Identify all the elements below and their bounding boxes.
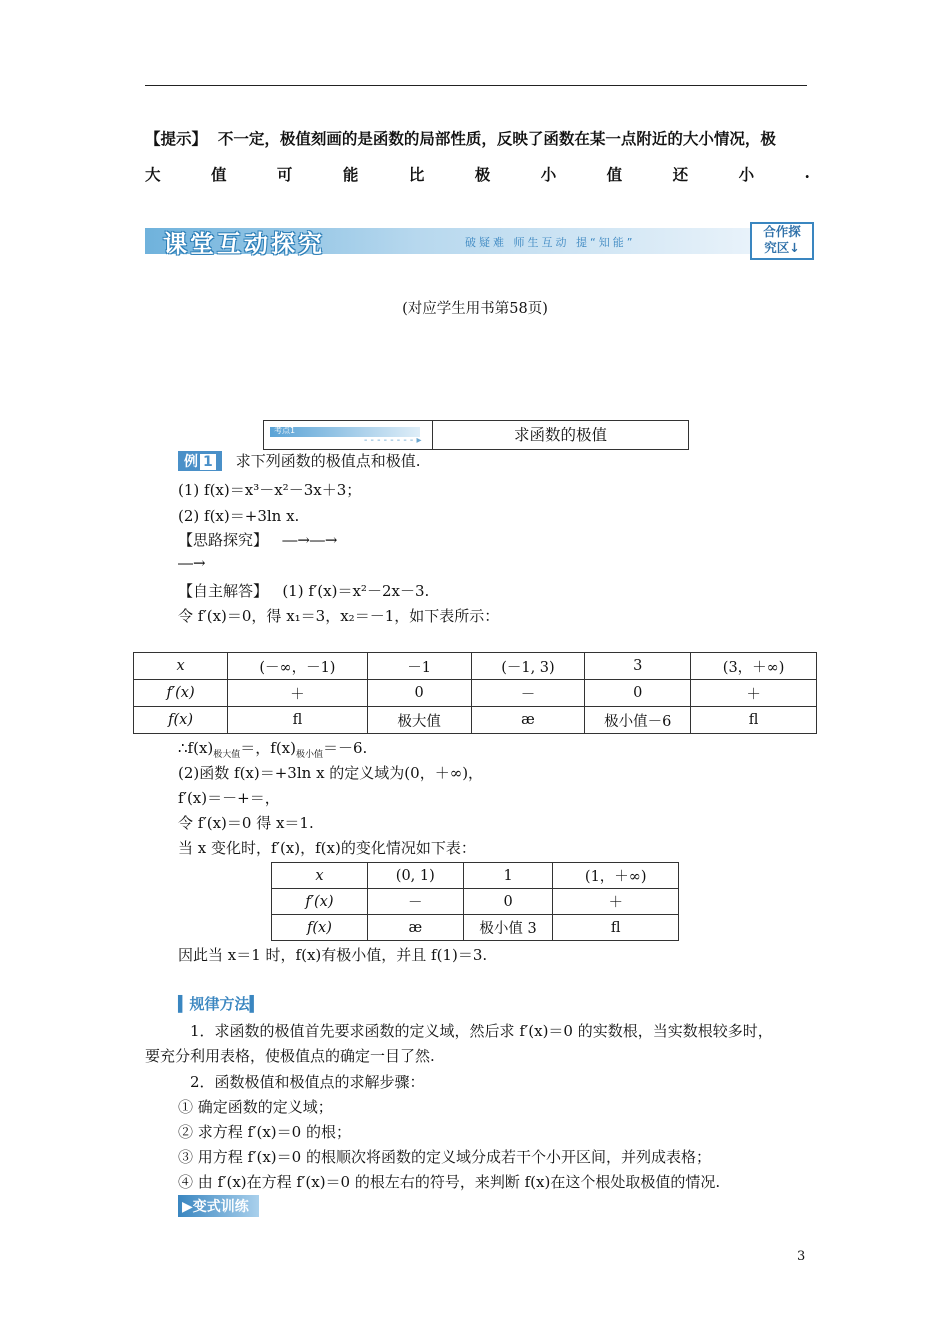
table-row	[272, 915, 679, 941]
idea-arrows: ―→―→	[282, 531, 338, 549]
table-cell: (－∞，－1)	[228, 653, 368, 680]
question-2: (2) f(x)＝+3ln x.	[178, 507, 300, 525]
table-cell: ﬂ	[228, 707, 368, 734]
banner-box-line2: 究区↓	[764, 240, 800, 255]
method-step4: ④ 由 f′(x)在方程 f′(x)＝0 的根左右的符号，来判断 f(x)在这个根处取极值的情况.	[178, 1173, 721, 1191]
topic-tag: 考点1	[274, 426, 296, 435]
arrow-icon: - - - - - - - - ▸	[364, 435, 422, 446]
part2-line3: 令 f′(x)＝0 得 x＝1.	[178, 814, 314, 832]
tip-label: 【提示】	[145, 129, 208, 148]
tip-line2-char: 小	[738, 165, 755, 184]
table-cell: f′(x)	[134, 680, 228, 707]
banner-box-line1: 合作探	[763, 224, 801, 239]
topic-tag-cell	[264, 421, 433, 449]
method-step1: ① 确定函数的定义域；	[178, 1098, 333, 1116]
sign-table-2	[271, 862, 679, 941]
table-cell: (1，＋∞)	[553, 863, 679, 889]
tip-line2-char: 比	[408, 165, 425, 184]
banner-subtitle: 破疑难 师生互动 提“知能”	[465, 236, 636, 249]
table-row	[134, 653, 817, 680]
table-cell: 极小值－6	[585, 707, 691, 734]
banner-title: 课堂互动探究	[163, 230, 325, 258]
tip-line2-char: 值	[210, 165, 227, 184]
table-cell: －	[471, 680, 585, 707]
variant-training-tag: ▶变式训练	[178, 1195, 259, 1217]
table-cell: 0	[585, 680, 691, 707]
table-cell: f(x)	[134, 707, 228, 734]
conclusion-1: $\therefore f(x)_{极大值}=$，$f(x)_{极小值}=-6$.	[178, 739, 368, 760]
tip-line2-char: 值	[606, 165, 623, 184]
tip-paragraph	[145, 128, 810, 150]
table-cell: －1	[367, 653, 471, 680]
table-cell: ＋	[691, 680, 817, 707]
example-prompt: 求下列函数的极值点和极值.	[235, 452, 421, 470]
topic-header	[263, 420, 689, 450]
method-step3: ③ 用方程 f′(x)＝0 的根顺次将函数的定义域分成若干个小开区间，并列成表格；	[178, 1148, 711, 1166]
tip-line2-char: 可	[276, 165, 293, 184]
table-cell: ﬂ	[691, 707, 817, 734]
table-cell: －	[367, 889, 463, 915]
tip-line2-char: .	[804, 163, 810, 182]
table-cell: 0	[367, 680, 471, 707]
solve-line2: 令 f′(x)＝0，得 x₁＝3，x₂＝－1，如下表所示：	[178, 607, 500, 625]
header-rule	[145, 85, 807, 86]
tip-line2-char: 极	[474, 165, 491, 184]
example-prompt-line	[178, 450, 421, 471]
table-cell: x	[272, 863, 368, 889]
table-cell: (0, 1)	[367, 863, 463, 889]
table-row	[134, 707, 817, 734]
table-cell: 3	[585, 653, 691, 680]
table-row	[134, 680, 817, 707]
method-p2: 2．函数极值和极值点的求解步骤：	[190, 1073, 425, 1091]
table-cell: 极大值	[367, 707, 471, 734]
table-cell: æ	[367, 915, 463, 941]
tip-line2-char: 小	[540, 165, 557, 184]
table-row	[272, 863, 679, 889]
solve-line: 【自主解答】 (1) f′(x)＝x²－2x－3.	[178, 582, 430, 600]
table-cell: f(x)	[272, 915, 368, 941]
method-p1b: 要充分利用表格，使极值点的确定一目了然.	[145, 1047, 435, 1065]
question-1: (1) f(x)＝x³－x²－3x＋3；	[178, 481, 362, 499]
page-number: 3	[797, 1249, 806, 1264]
section-banner	[145, 222, 813, 258]
method-step2: ② 求方程 f′(x)＝0 的根；	[178, 1123, 351, 1141]
method-p1a: 1．求函数的极值首先要求函数的定义域，然后求 f′(x)＝0 的实数根，当实数根较多时，	[190, 1022, 773, 1040]
table-cell: ﬂ	[553, 915, 679, 941]
table-cell: æ	[471, 707, 585, 734]
topic-title: 求函数的极值	[513, 426, 607, 444]
table-cell: x	[134, 653, 228, 680]
table-cell: 0	[463, 889, 553, 915]
part2-line2: f′(x)＝－+＝，	[178, 789, 280, 807]
table-cell: 1	[463, 863, 553, 889]
part2-line4: 当 x 变化时，f′(x)，f(x)的变化情况如下表：	[178, 839, 476, 857]
tip-text: 不一定，极值刻画的是函数的局部性质，反映了函数在某一点附近的大小情况，极	[217, 129, 776, 148]
solve-label: 【自主解答】	[178, 582, 269, 600]
table-row	[272, 889, 679, 915]
part2-conclusion: 因此当 x＝1 时，f(x)有极小值，并且 f(1)＝3.	[178, 946, 488, 964]
part2-line1: (2)函数 f(x)＝+3ln x 的定义域为(0，＋∞)，	[178, 764, 484, 782]
tip-line2-char: 大	[145, 165, 161, 184]
table-cell: (3，＋∞)	[691, 653, 817, 680]
table-cell: ＋	[228, 680, 368, 707]
idea-line	[178, 529, 337, 550]
banner-box	[750, 222, 814, 260]
sign-table-1	[133, 652, 817, 734]
method-tag: ▍规律方法▍	[178, 995, 262, 1013]
tip-line2-char: 还	[672, 165, 689, 184]
table-cell: ＋	[553, 889, 679, 915]
book-reference: (对应学生用书第58页)	[402, 301, 548, 317]
table-cell: f′(x)	[272, 889, 368, 915]
table-cell: (－1, 3)	[471, 653, 585, 680]
tip-line2	[145, 163, 810, 185]
table-cell: 极小值 3	[463, 915, 553, 941]
idea-line2: ―→	[178, 554, 206, 572]
idea-label: 【思路探究】	[178, 531, 269, 549]
tip-line2-char: 能	[342, 165, 359, 184]
example-badge: 例 1	[178, 451, 222, 471]
